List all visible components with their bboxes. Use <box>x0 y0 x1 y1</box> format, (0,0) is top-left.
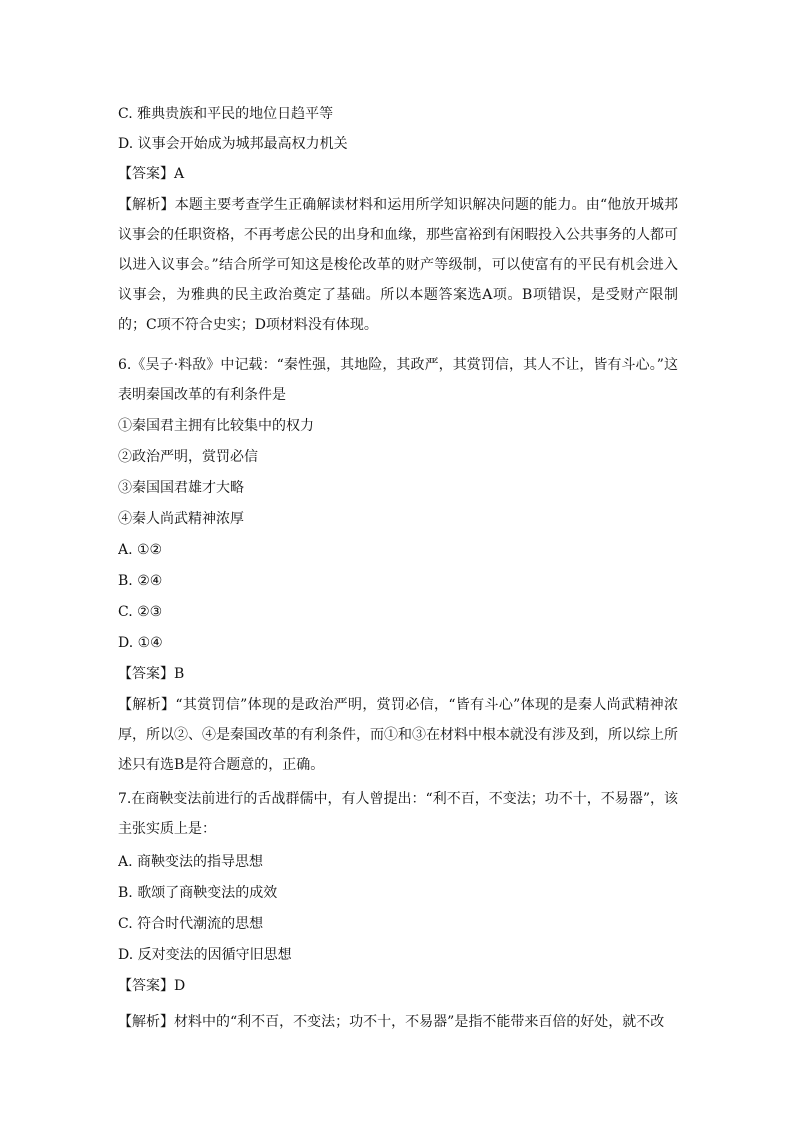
q6-stem: 6.《吴子·料敌》中记载：“秦性强，其地险，其政严，其赏罚信，其人不让，皆有斗心。”这表明秦国改革的有利条件是 <box>118 357 678 403</box>
q7-option-c: C. 符合时代潮流的思想 <box>118 916 264 932</box>
q5-answer: 【答案】A <box>118 166 185 182</box>
q7-analysis: 【解析】材料中的“利不百，不变法；功不十，不易器”是指不能带来百倍的好处，就不改 <box>118 1014 665 1030</box>
q6-option-a: A. ①② <box>118 542 163 558</box>
q5-analysis: 【解析】本题主要考查学生正确解读材料和运用所学知识解决问题的能力。由“他放开城邦议事会的任职资格，不再考虑公民的出身和血缘，那些富裕到有闲暇投入公共事务的人都可以进入议事会。”结合所学可知这是梭伦改革的财产等级制，可以使富有的平民有机会进入议事会，为雅典的民主政治奠定了基础。所以本题答案选A项。B项错误，是受财产限制的；C项不符合史实；D项材料没有体现。 <box>118 197 678 333</box>
q5-option-c: C. 雅典贵族和平民的地位日趋平等 <box>118 106 334 122</box>
q5-option-d: D. 议事会开始成为城邦最高权力机关 <box>118 136 348 152</box>
q6-answer: 【答案】B <box>118 666 185 682</box>
q6-item-4: ④秦人尚武精神浓厚 <box>118 511 244 527</box>
q7-option-d: D. 反对变法的因循守旧思想 <box>118 947 292 963</box>
q7-stem: 7.在商鞅变法前进行的舌战群儒中，有人曾提出：“利不百，不变法；功不十，不易器”，该主张实质上是： <box>118 791 678 837</box>
q7-option-b: B. 歌颂了商鞅变法的成效 <box>118 885 278 901</box>
q6-item-1: ①秦国君主拥有比较集中的权力 <box>118 418 314 434</box>
q6-analysis: 【解析】“其赏罚信”体现的是政治严明，赏罚必信，“皆有斗心”体现的是秦人尚武精神浓厚，所以②、④是秦国改革的有利条件，而①和③在材料中根本就没有涉及到，所以综上所述只有选B是符合题意的，正确。 <box>118 697 678 773</box>
q6-item-3: ③秦国国君雄才大略 <box>118 480 244 496</box>
q7-answer: 【答案】D <box>118 978 186 994</box>
q6-option-b: B. ②④ <box>118 573 163 589</box>
q6-option-c: C. ②③ <box>118 604 163 620</box>
q7-option-a: A. 商鞅变法的指导思想 <box>118 854 264 870</box>
q6-item-2: ②政治严明，赏罚必信 <box>118 449 258 465</box>
q6-option-d: D. ①④ <box>118 635 163 651</box>
